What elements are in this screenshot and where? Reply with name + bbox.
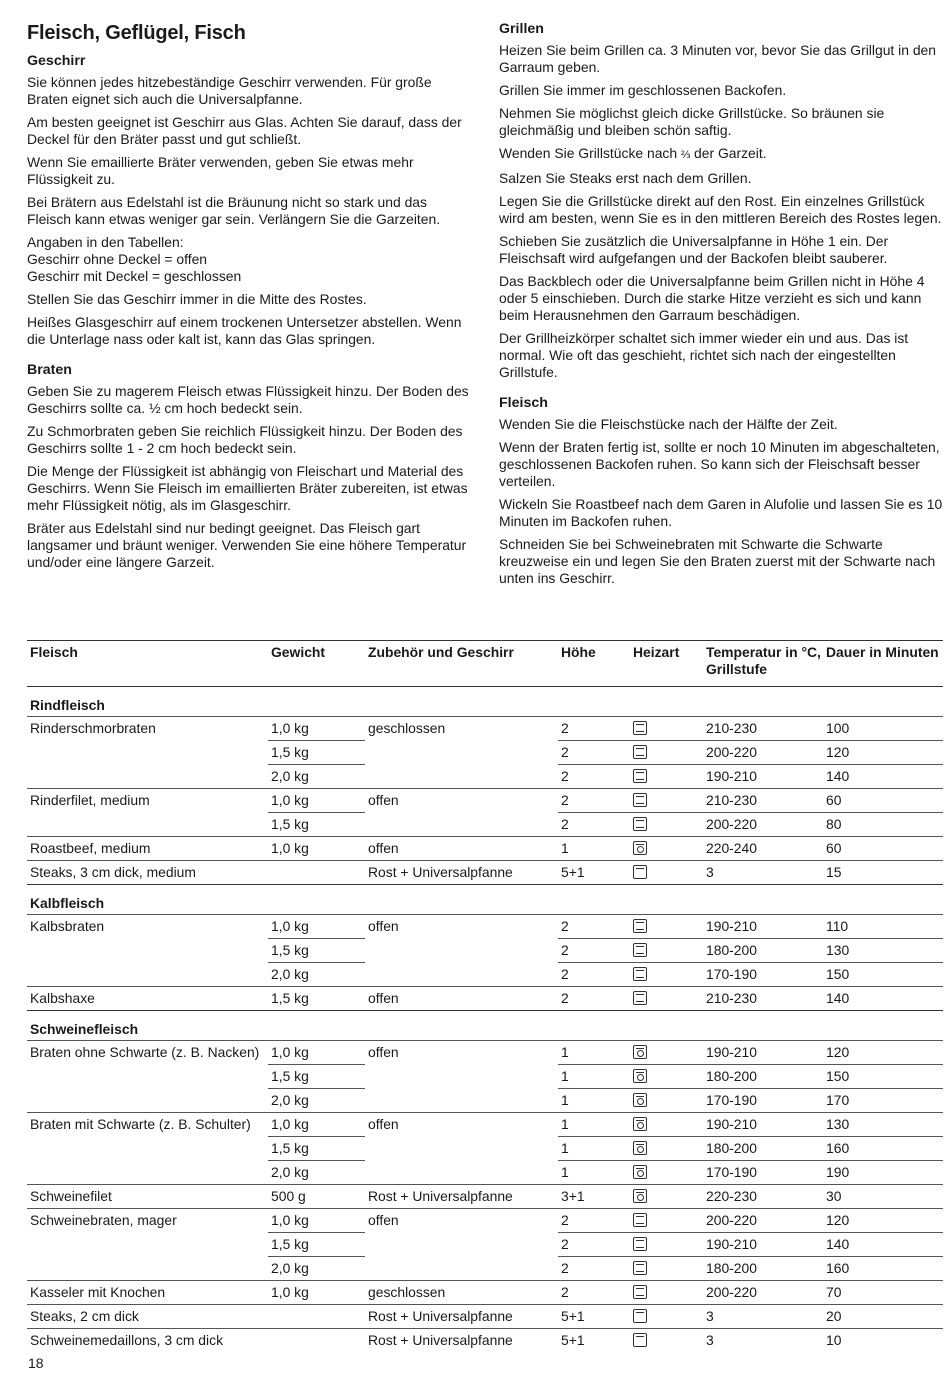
item-name: Kalbsbraten xyxy=(27,915,268,987)
paragraph: Sie können jedes hitzebeständige Geschirr verwenden. Für große Braten eignet sich auch die Universalpfanne. xyxy=(27,74,432,107)
height-cell: 1 xyxy=(558,1089,630,1113)
weight-cell: 2,0 kg xyxy=(268,963,365,987)
height-cell: 2 xyxy=(558,813,630,837)
accessory-cell: offen xyxy=(365,837,558,861)
cooking-table xyxy=(27,640,943,1352)
grill-icon xyxy=(633,1333,647,1347)
duration-cell: 150 xyxy=(823,1065,943,1089)
duration-cell: 160 xyxy=(823,1257,943,1281)
heating-cell xyxy=(630,1065,703,1089)
temperature-cell: 190-210 xyxy=(703,1041,823,1065)
temperature-cell: 3 xyxy=(703,1305,823,1329)
heating-cell xyxy=(630,1329,703,1353)
height-cell: 5+1 xyxy=(558,1329,630,1353)
item-name: Schweinefilet xyxy=(27,1185,268,1209)
category-row xyxy=(27,885,943,915)
height-cell: 2 xyxy=(558,765,630,789)
temperature-cell: 190-210 xyxy=(703,1113,823,1137)
header-hoehe: Höhe xyxy=(558,641,630,687)
weight-cell: 1,5 kg xyxy=(268,1233,365,1257)
weight-cell: 1,0 kg xyxy=(268,915,365,939)
angaben-line: Geschirr mit Deckel = geschlossen xyxy=(27,268,242,284)
duration-cell: 150 xyxy=(823,963,943,987)
grill-icon xyxy=(633,1309,647,1323)
duration-cell: 30 xyxy=(823,1185,943,1209)
duration-cell: 120 xyxy=(823,1041,943,1065)
header-heizart: Heizart xyxy=(630,641,703,687)
table-row xyxy=(27,1041,943,1065)
weight-cell: 1,0 kg xyxy=(268,1041,365,1065)
temperature-cell: 220-230 xyxy=(703,1185,823,1209)
duration-cell: 140 xyxy=(823,765,943,789)
page-title: Fleisch, Geflügel, Fisch xyxy=(27,22,246,44)
accessory-cell: offen xyxy=(365,987,558,1011)
table-row xyxy=(27,1185,943,1209)
accessory-cell: Rost + Universalpfanne xyxy=(365,861,558,885)
heating-cell xyxy=(630,1161,703,1185)
temperature-cell: 210-230 xyxy=(703,717,823,741)
circulated-air-grill-icon xyxy=(633,1117,647,1131)
height-cell: 2 xyxy=(558,963,630,987)
top-bottom-heat-icon xyxy=(633,919,647,933)
header-fleisch: Fleisch xyxy=(27,641,268,687)
height-cell: 1 xyxy=(558,837,630,861)
top-bottom-heat-icon xyxy=(633,1237,647,1251)
heating-cell xyxy=(630,987,703,1011)
paragraph: Wenn der Braten fertig ist, sollte er noch 10 Minuten im abgeschalteten, geschlossenen Backofen ruhen. So kann sich der Fleischsaft besser verteilen. xyxy=(499,439,940,489)
heating-cell xyxy=(630,1113,703,1137)
duration-cell: 170 xyxy=(823,1089,943,1113)
top-bottom-heat-icon xyxy=(633,793,647,807)
item-name: Braten ohne Schwarte (z. B. Nacken) xyxy=(27,1041,268,1113)
category-label: Schweinefleisch xyxy=(27,1011,943,1041)
temperature-cell: 3 xyxy=(703,1329,823,1353)
weight-cell: 1,0 kg xyxy=(268,1113,365,1137)
accessory-cell: offen xyxy=(365,915,558,987)
duration-cell: 60 xyxy=(823,837,943,861)
temperature-cell: 190-210 xyxy=(703,765,823,789)
paragraph: Grillen Sie immer im geschlossenen Backofen. xyxy=(499,82,787,98)
wenden-text: Wenden Sie Grillstücke nach xyxy=(499,145,681,161)
duration-cell: 160 xyxy=(823,1137,943,1161)
paragraph: Geben Sie zu magerem Fleisch etwas Flüssigkeit hinzu. Der Boden des Geschirrs sollte ca. ½ cm hoch bedeckt sein. xyxy=(27,383,469,416)
weight-cell: 500 g xyxy=(268,1185,365,1209)
heating-cell xyxy=(630,717,703,741)
paragraph: Der Grillheizkörper schaltet sich immer wieder ein und aus. Das ist normal. Wie oft das geschieht, richtet sich nach der eingestellten Grillstufe. xyxy=(499,330,909,380)
temperature-cell: 190-210 xyxy=(703,915,823,939)
table-row xyxy=(27,1305,943,1329)
height-cell: 2 xyxy=(558,717,630,741)
height-cell: 5+1 xyxy=(558,1305,630,1329)
paragraph: Wenn Sie emaillierte Bräter verwenden, geben Sie etwas mehr Flüssigkeit zu. xyxy=(27,154,414,187)
paragraph: Stellen Sie das Geschirr immer in die Mitte des Rostes. xyxy=(27,291,367,307)
height-cell: 1 xyxy=(558,1137,630,1161)
paragraph: Wenden Sie die Fleischstücke nach der Hälfte der Zeit. xyxy=(499,416,838,432)
duration-cell: 140 xyxy=(823,987,943,1011)
circulated-air-grill-icon xyxy=(633,1045,647,1059)
paragraph: Schieben Sie zusätzlich die Universalpfanne in Höhe 1 ein. Der Fleischsaft wird aufgefangen und der Backofen bleibt sauberer. xyxy=(499,233,889,266)
top-bottom-heat-icon xyxy=(633,943,647,957)
circulated-air-grill-icon xyxy=(633,1189,647,1203)
height-cell: 2 xyxy=(558,939,630,963)
heating-cell xyxy=(630,1089,703,1113)
item-name: Kasseler mit Knochen xyxy=(27,1281,268,1305)
top-bottom-heat-icon xyxy=(633,769,647,783)
height-cell: 2 xyxy=(558,987,630,1011)
circulated-air-grill-icon xyxy=(633,1069,647,1083)
duration-cell: 120 xyxy=(823,1209,943,1233)
top-bottom-heat-icon xyxy=(633,721,647,735)
heating-cell xyxy=(630,813,703,837)
wenden-paragraph xyxy=(499,145,943,164)
weight-cell: 1,5 kg xyxy=(268,1065,365,1089)
circulated-air-grill-icon xyxy=(633,1165,647,1179)
temperature-cell: 210-230 xyxy=(703,987,823,1011)
heating-cell xyxy=(630,861,703,885)
paragraph: Wickeln Sie Roastbeef nach dem Garen in Alufolie und lassen Sie es 10 Minuten im Backofen ruhen. xyxy=(499,496,943,529)
temperature-cell: 180-200 xyxy=(703,1137,823,1161)
paragraph: Schneiden Sie bei Schweinebraten mit Schwarte die Schwarte kreuzweise ein und legen Sie den Braten zuerst mit der Schwarte nach unten ins Geschirr. xyxy=(499,536,936,586)
height-cell: 2 xyxy=(558,741,630,765)
accessory-cell: offen xyxy=(365,1041,558,1113)
heating-cell xyxy=(630,741,703,765)
angaben-line: Angaben in den Tabellen: xyxy=(27,234,184,250)
temperature-cell: 170-190 xyxy=(703,963,823,987)
weight-cell xyxy=(268,1329,365,1353)
height-cell: 3+1 xyxy=(558,1185,630,1209)
weight-cell: 1,0 kg xyxy=(268,717,365,741)
grillen-heading: Grillen xyxy=(499,21,544,37)
temperature-cell: 3 xyxy=(703,861,823,885)
temperature-cell: 200-220 xyxy=(703,1281,823,1305)
duration-cell: 130 xyxy=(823,1113,943,1137)
header-zubehoer: Zubehör und Geschirr xyxy=(365,641,558,687)
table-row xyxy=(27,1329,943,1353)
accessory-cell: geschlossen xyxy=(365,717,558,789)
accessory-cell: Rost + Universalpfanne xyxy=(365,1185,558,1209)
heating-cell xyxy=(630,1257,703,1281)
temperature-cell: 170-190 xyxy=(703,1089,823,1113)
heating-cell xyxy=(630,1233,703,1257)
weight-cell: 1,5 kg xyxy=(268,741,365,765)
paragraph: Bräter aus Edelstahl sind nur bedingt geeignet. Das Fleisch gart langsamer und bräunt weniger. Verwenden Sie eine höhere Temperatur und/oder eine längere Garzeit. xyxy=(27,520,467,570)
temperature-cell: 180-200 xyxy=(703,1065,823,1089)
weight-cell: 1,5 kg xyxy=(268,813,365,837)
paragraph: Heizen Sie beim Grillen ca. 3 Minuten vor, bevor Sie das Grillgut in den Garraum geben. xyxy=(499,42,936,75)
table-row xyxy=(27,789,943,813)
circulated-air-grill-icon xyxy=(633,1093,647,1107)
accessory-cell: geschlossen xyxy=(365,1281,558,1305)
left-column xyxy=(27,20,473,577)
wenden-text-end: der Garzeit. xyxy=(690,145,767,161)
table-row xyxy=(27,915,943,939)
duration-cell: 190 xyxy=(823,1161,943,1185)
top-bottom-heat-icon xyxy=(633,1213,647,1227)
table-row xyxy=(27,861,943,885)
heating-cell xyxy=(630,1281,703,1305)
height-cell: 1 xyxy=(558,1041,630,1065)
accessory-cell: offen xyxy=(365,1113,558,1185)
weight-cell xyxy=(268,861,365,885)
accessory-cell: Rost + Universalpfanne xyxy=(365,1305,558,1329)
height-cell: 2 xyxy=(558,1233,630,1257)
table-row xyxy=(27,987,943,1011)
temperature-cell: 210-230 xyxy=(703,789,823,813)
temperature-cell: 200-220 xyxy=(703,1209,823,1233)
grill-icon xyxy=(633,865,647,879)
table-row xyxy=(27,1113,943,1137)
category-label: Rindfleisch xyxy=(27,687,943,717)
duration-cell: 110 xyxy=(823,915,943,939)
accessory-cell: Rost + Universalpfanne xyxy=(365,1329,558,1353)
heating-cell xyxy=(630,1137,703,1161)
top-bottom-heat-icon xyxy=(633,991,647,1005)
angaben-line: Geschirr ohne Deckel = offen xyxy=(27,251,208,267)
top-bottom-heat-icon xyxy=(633,745,647,759)
top-bottom-heat-icon xyxy=(633,967,647,981)
duration-cell: 80 xyxy=(823,813,943,837)
circulated-air-grill-icon xyxy=(633,841,647,855)
weight-cell: 2,0 kg xyxy=(268,1089,365,1113)
heating-cell xyxy=(630,1305,703,1329)
height-cell: 1 xyxy=(558,1065,630,1089)
table-header-row xyxy=(27,641,943,687)
table-body xyxy=(27,687,943,1353)
temperature-cell: 220-240 xyxy=(703,837,823,861)
height-cell: 2 xyxy=(558,915,630,939)
table-row xyxy=(27,717,943,741)
duration-cell: 70 xyxy=(823,1281,943,1305)
heating-cell xyxy=(630,1041,703,1065)
weight-cell: 1,0 kg xyxy=(268,1209,365,1233)
height-cell: 1 xyxy=(558,1113,630,1137)
heating-cell xyxy=(630,1185,703,1209)
height-cell: 2 xyxy=(558,1281,630,1305)
duration-cell: 10 xyxy=(823,1329,943,1353)
paragraph: Das Backblech oder die Universalpfanne beim Grillen nicht in Höhe 4 oder 5 einschieben. Durch die starke Hitze verzieht es sich und kann beim Herausnehmen den Garraum beschädigen. xyxy=(499,273,925,323)
item-name: Braten mit Schwarte (z. B. Schulter) xyxy=(27,1113,268,1185)
table-row xyxy=(27,837,943,861)
height-cell: 2 xyxy=(558,789,630,813)
braten-heading: Braten xyxy=(27,362,72,378)
weight-cell: 1,0 kg xyxy=(268,789,365,813)
table-row xyxy=(27,1281,943,1305)
duration-cell: 100 xyxy=(823,717,943,741)
paragraph: Legen Sie die Grillstücke direkt auf den Rost. Ein einzelnes Grillstück wird am besten, wenn Sie es in den mittleren Bereich des Rostes legen. xyxy=(499,193,942,226)
item-name: Steaks, 3 cm dick, medium xyxy=(27,861,268,885)
weight-cell: 1,0 kg xyxy=(268,837,365,861)
weight-cell xyxy=(268,1305,365,1329)
fraction: ⅔ xyxy=(680,149,691,161)
weight-cell: 2,0 kg xyxy=(268,765,365,789)
heating-cell xyxy=(630,1209,703,1233)
paragraph: Salzen Sie Steaks erst nach dem Grillen. xyxy=(499,170,752,186)
duration-cell: 20 xyxy=(823,1305,943,1329)
header-gewicht: Gewicht xyxy=(268,641,365,687)
duration-cell: 15 xyxy=(823,861,943,885)
weight-cell: 1,5 kg xyxy=(268,939,365,963)
heating-cell xyxy=(630,939,703,963)
category-label: Kalbfleisch xyxy=(27,885,943,915)
temperature-cell: 200-220 xyxy=(703,741,823,765)
weight-cell: 1,5 kg xyxy=(268,1137,365,1161)
accessory-cell: offen xyxy=(365,789,558,837)
item-name: Steaks, 2 cm dick xyxy=(27,1305,268,1329)
temperature-cell: 200-220 xyxy=(703,813,823,837)
duration-cell: 130 xyxy=(823,939,943,963)
paragraph: Am besten geeignet ist Geschirr aus Glas. Achten Sie darauf, dass der Deckel für den Bräter passt und gut schließt. xyxy=(27,114,462,147)
angaben-block xyxy=(27,234,473,285)
category-row xyxy=(27,1011,943,1041)
height-cell: 1 xyxy=(558,1161,630,1185)
paragraph: Bei Brätern aus Edelstahl ist die Bräunung nicht so stark und das Fleisch kann etwas weniger gar sein. Verlängern Sie die Garzeiten. xyxy=(27,194,441,227)
right-column xyxy=(499,20,943,593)
geschirr-heading: Geschirr xyxy=(27,53,86,69)
top-bottom-heat-icon xyxy=(633,1285,647,1299)
fleisch-heading: Fleisch xyxy=(499,395,548,411)
temperature-cell: 180-200 xyxy=(703,939,823,963)
paragraph: Die Menge der Flüssigkeit ist abhängig von Fleischart und Material des Geschirrs. Wenn Sie Fleisch im emaillierten Bräter zubereiten, ist etwas mehr Flüssigkeit nötig, als im Glasgeschirr. xyxy=(27,463,468,513)
item-name: Roastbeef, medium xyxy=(27,837,268,861)
temperature-cell: 180-200 xyxy=(703,1257,823,1281)
temperature-cell: 190-210 xyxy=(703,1233,823,1257)
header-temperatur: Temperatur in °C, Grillstufe xyxy=(703,641,823,687)
item-name: Kalbshaxe xyxy=(27,987,268,1011)
circulated-air-grill-icon xyxy=(633,1141,647,1155)
item-name: Rinderschmorbraten xyxy=(27,717,268,789)
duration-cell: 120 xyxy=(823,741,943,765)
weight-cell: 2,0 kg xyxy=(268,1257,365,1281)
paragraph: Heißes Glasgeschirr auf einem trockenen Untersetzer abstellen. Wenn die Unterlage nass oder kalt ist, kann das Glas springen. xyxy=(27,314,462,347)
temperature-cell: 170-190 xyxy=(703,1161,823,1185)
accessory-cell: offen xyxy=(365,1209,558,1281)
top-bottom-heat-icon xyxy=(633,1261,647,1275)
top-bottom-heat-icon xyxy=(633,817,647,831)
paragraph: Nehmen Sie möglichst gleich dicke Grillstücke. So bräunen sie gleichmäßig und bleiben schön saftig. xyxy=(499,105,885,138)
height-cell: 5+1 xyxy=(558,861,630,885)
weight-cell: 1,0 kg xyxy=(268,1281,365,1305)
heating-cell xyxy=(630,765,703,789)
duration-cell: 140 xyxy=(823,1233,943,1257)
height-cell: 2 xyxy=(558,1257,630,1281)
item-name: Schweinebraten, mager xyxy=(27,1209,268,1281)
category-row xyxy=(27,687,943,717)
weight-cell: 2,0 kg xyxy=(268,1161,365,1185)
item-name: Schweinemedaillons, 3 cm dick xyxy=(27,1329,268,1353)
heating-cell xyxy=(630,837,703,861)
page-number: 18 xyxy=(28,1355,44,1371)
table-row xyxy=(27,1209,943,1233)
heating-cell xyxy=(630,915,703,939)
item-name: Rinderfilet, medium xyxy=(27,789,268,837)
paragraph: Zu Schmorbraten geben Sie reichlich Flüssigkeit hinzu. Der Boden des Geschirrs sollte 1 - 2 cm hoch bedeckt sein. xyxy=(27,423,463,456)
heating-cell xyxy=(630,963,703,987)
weight-cell: 1,5 kg xyxy=(268,987,365,1011)
height-cell: 2 xyxy=(558,1209,630,1233)
heating-cell xyxy=(630,789,703,813)
duration-cell: 60 xyxy=(823,789,943,813)
header-dauer: Dauer in Minuten xyxy=(823,641,943,687)
